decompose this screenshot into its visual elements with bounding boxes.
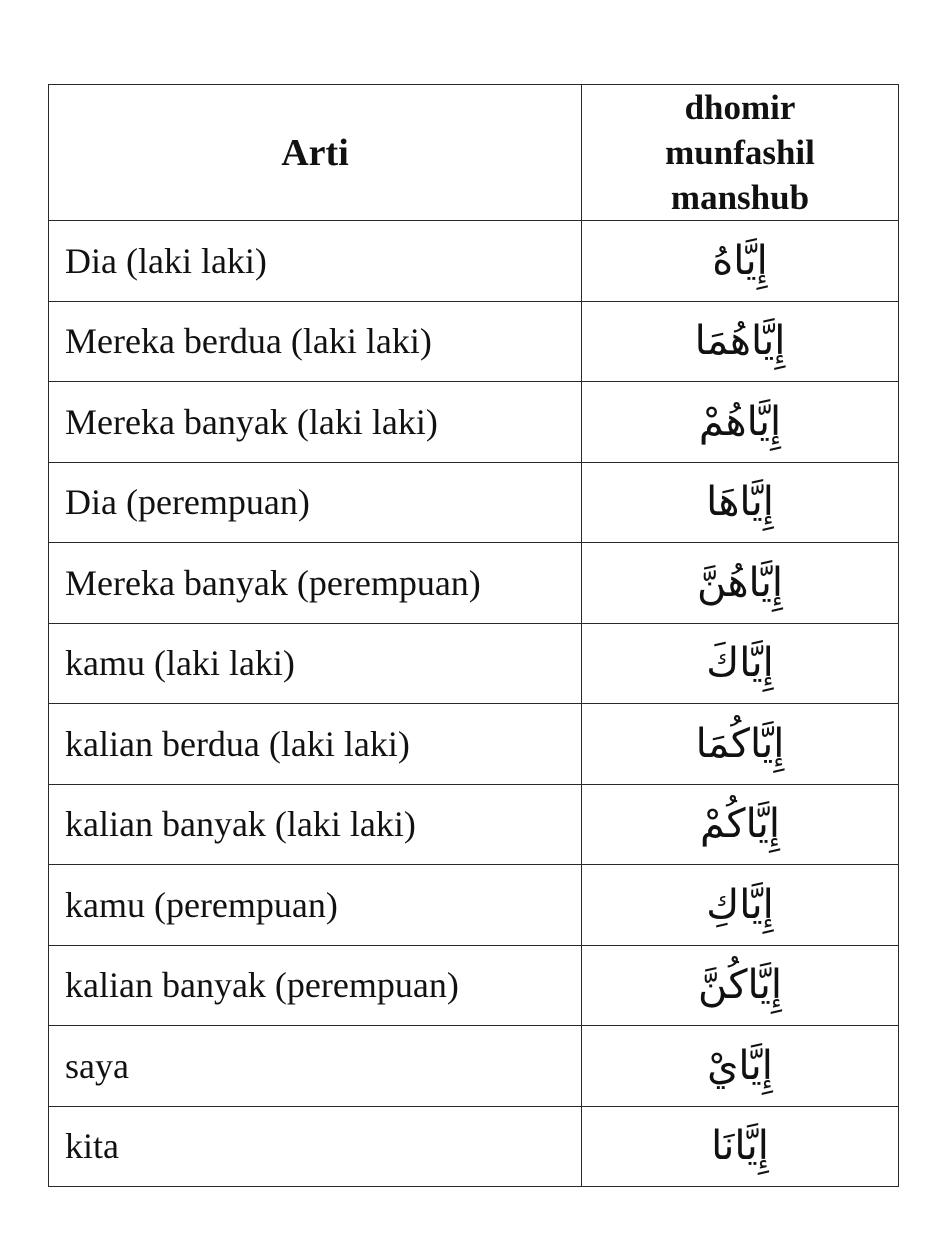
- cell-arti: saya: [49, 1026, 582, 1107]
- cell-arab: إِيَّانَا: [582, 1106, 899, 1187]
- header-dhomir-text: dhomir munfashil manshub: [665, 88, 815, 217]
- cell-arti: Dia (laki laki): [49, 221, 582, 302]
- cell-arti: kamu (perempuan): [49, 865, 582, 946]
- table-row: [49, 784, 899, 865]
- cell-arab: إِيَّاهُنَّ: [582, 543, 899, 624]
- table-row: [49, 462, 899, 543]
- cell-arab: إِيَّاكِ: [582, 865, 899, 946]
- cell-arab: إِيَّاهَا: [582, 462, 899, 543]
- table-row: [49, 623, 899, 704]
- header-arti: Arti: [49, 85, 582, 221]
- cell-arti: kamu (laki laki): [49, 623, 582, 704]
- table-row: [49, 382, 899, 463]
- table-row: [49, 1026, 899, 1107]
- table-row: [49, 704, 899, 785]
- cell-arti: Dia (perempuan): [49, 462, 582, 543]
- table-row: [49, 301, 899, 382]
- cell-arti: Mereka banyak (perempuan): [49, 543, 582, 624]
- table-row: [49, 945, 899, 1026]
- table-row: [49, 221, 899, 302]
- cell-arti: Mereka berdua (laki laki): [49, 301, 582, 382]
- cell-arti: kita: [49, 1106, 582, 1187]
- cell-arab: إِيَّاهُمْ: [582, 382, 899, 463]
- cell-arab: إِيَّاكَ: [582, 623, 899, 704]
- cell-arti: Mereka banyak (laki laki): [49, 382, 582, 463]
- cell-arab: إِيَّاهُ: [582, 221, 899, 302]
- table-header-row: [49, 85, 899, 221]
- cell-arti: kalian banyak (perempuan): [49, 945, 582, 1026]
- cell-arab: إِيَّايْ: [582, 1026, 899, 1107]
- pronoun-table: [48, 84, 899, 1187]
- cell-arab: إِيَّاهُمَا: [582, 301, 899, 382]
- table-row: [49, 865, 899, 946]
- table-row: [49, 1106, 899, 1187]
- cell-arab: إِيَّاكُنَّ: [582, 945, 899, 1026]
- header-dhomir: [582, 85, 899, 221]
- table-row: [49, 543, 899, 624]
- cell-arti: kalian banyak (laki laki): [49, 784, 582, 865]
- cell-arti: kalian berdua (laki laki): [49, 704, 582, 785]
- cell-arab: إِيَّاكُمَا: [582, 704, 899, 785]
- cell-arab: إِيَّاكُمْ: [582, 784, 899, 865]
